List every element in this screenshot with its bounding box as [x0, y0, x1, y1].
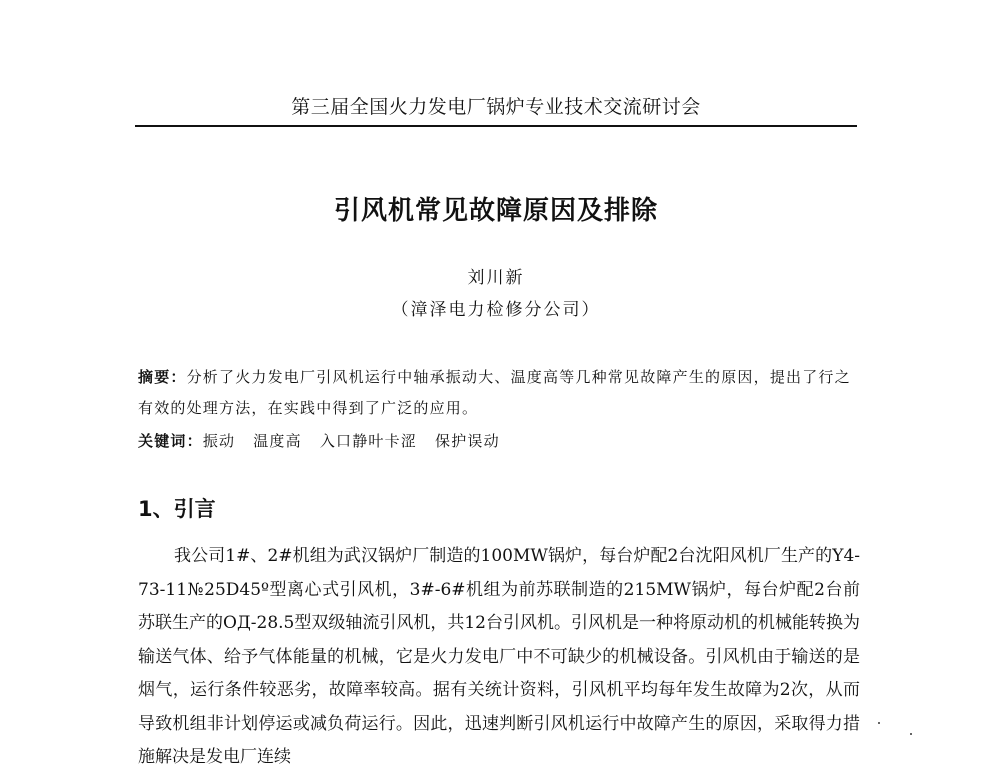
scan-speck: [910, 733, 912, 735]
keyword-item: 温度高: [253, 432, 302, 450]
abstract-text: 分析了火力发电厂引风机运行中轴承振动大、温度高等几种常见故障产生的原因，提出了行之有效的处理方法，在实践中得到了广泛的应用。: [138, 368, 851, 417]
section-heading: 1、引言: [138, 497, 216, 521]
abstract-label: 摘要：: [138, 368, 187, 386]
header-rule: [135, 125, 857, 127]
body-paragraph: 我公司1#、2#机组为武汉锅炉厂制造的100MW锅炉，每台炉配2台沈阳风机厂生产的Y4-73-11№25D45º型离心式引风机，3#-6#机组为前苏联制造的215MW锅炉，每台炉配2台前苏联生产的ОД-28.5型双级轴流引风机，共12台引风机。引风机是一种将原动机的机械能转换为输送气体、给予气体能量的机械，它是火力发电厂中不可缺少的机械设备。引风机由于输送的是烟气，运行条件较恶劣，故障率较高。据有关统计资料，引风机平均每年发生故障为2次，从而导致机组非计划停运或减负荷运行。因此，迅速判断引风机运行中故障产生的原因，采取得力措施解决是发电厂连续: [138, 546, 860, 767]
abstract: [138, 362, 860, 424]
keywords-label: 关键词：: [138, 432, 203, 450]
author-name: 刘川新: [467, 268, 525, 288]
keyword-item: 振动: [202, 432, 236, 450]
author-affiliation: （漳泽电力检修分公司）: [391, 300, 601, 320]
scan-speck: [878, 722, 880, 724]
conference-header: 第三届全国火力发电厂锅炉专业技术交流研讨会: [291, 96, 701, 118]
keyword-item: 保护误动: [435, 432, 500, 450]
keywords: [138, 430, 860, 451]
keyword-item: 入口静叶卡涩: [319, 432, 418, 450]
paper-title: 引风机常见故障原因及排除: [333, 196, 658, 226]
